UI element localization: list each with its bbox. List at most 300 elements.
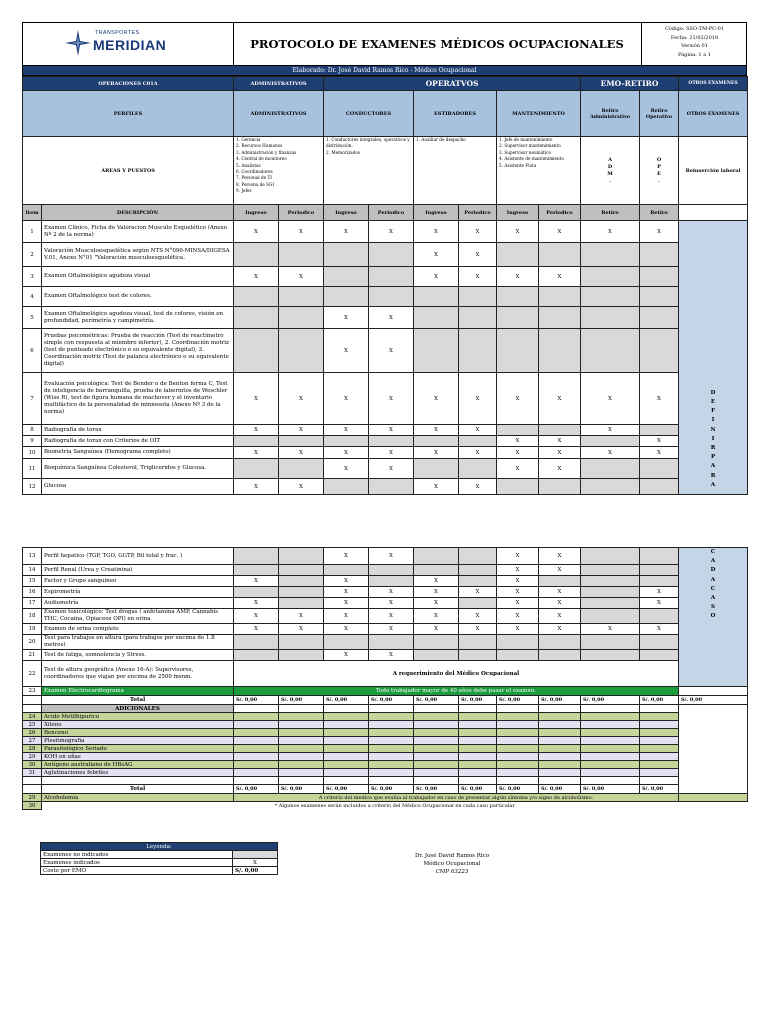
item-number: 5 [23, 307, 42, 329]
adicional-row [23, 761, 748, 769]
empty-cell [640, 777, 679, 785]
empty-cell [234, 459, 279, 479]
exam-description: Espirometría [42, 587, 234, 598]
empty-cell [640, 576, 679, 587]
mark-cell: X [324, 576, 369, 587]
item-number: 27 [23, 737, 42, 745]
legend-value: X [233, 859, 278, 867]
item-number: 1 [23, 221, 42, 243]
mark-cell: X [539, 459, 581, 479]
area-item: 4. Central de monitoreo [236, 156, 287, 162]
mark-cell: X [369, 373, 414, 425]
empty-cell [539, 713, 581, 721]
empty-cell [459, 565, 497, 576]
empty-cell [459, 548, 497, 565]
signature-cmp: CMP 63223 [435, 869, 469, 875]
band-administrativos: ADMINISTRATIVOS [234, 77, 324, 91]
empty-cell [640, 609, 679, 624]
exam-description: Evaluación psicológica: Test de Bender o de Benton forma C, Test de inteligencia de barranquilla, prueba de laberintos de Weschler (Wise R), test de figura humana de machover y el inventario multifáctico de la personalidad de minnesota (Anexo Nº 3 de la norma) [42, 373, 234, 425]
legend-value: S/. 0,00 [233, 867, 278, 875]
table-row [23, 587, 748, 598]
empty-cell [581, 609, 640, 624]
adicional-name: Benceno [42, 729, 234, 737]
empty-cell [279, 761, 324, 769]
item-number: 22 [23, 661, 42, 687]
band-operativos: OPERATVOS [324, 77, 581, 91]
empty-cell [459, 650, 497, 661]
exam-description: Examen Oftalmológico test de colores. [42, 287, 234, 307]
legend-row [41, 859, 278, 867]
meta-version: Versión 01 [681, 43, 708, 49]
empty-cell [497, 729, 539, 737]
mark-cell: X [539, 267, 581, 287]
total-value: S/. 0,00 [497, 785, 539, 794]
mark-cell: X [497, 576, 539, 587]
total-row [23, 785, 748, 794]
mark-cell: X [497, 447, 539, 459]
exam-description: Examen de orina completo [42, 624, 234, 635]
empty-cell [324, 777, 369, 785]
mark-cell: X [539, 436, 581, 447]
signature-name: Dr. José David Ramos Rico [414, 853, 490, 859]
mark-cell: X [459, 243, 497, 267]
empty-cell [324, 705, 369, 713]
mark-cell: X [459, 373, 497, 425]
empty-cell [324, 753, 369, 761]
mark-cell: X [539, 548, 581, 565]
exam-description: Examen Electrocardiograma [42, 687, 234, 696]
empty-cell [324, 737, 369, 745]
brand-small-text: TRANSPORTES [95, 30, 140, 36]
mark-cell: X [459, 425, 497, 436]
empty-cell [497, 737, 539, 745]
empty-cell [640, 721, 679, 729]
empty-cell [640, 565, 679, 576]
empty-cell [497, 329, 539, 373]
empty-cell [640, 761, 679, 769]
mark-cell: X [459, 267, 497, 287]
empty-cell [369, 761, 414, 769]
page-gap [22, 495, 747, 547]
mark-cell: X [459, 221, 497, 243]
empty-cell [369, 635, 414, 650]
empty-cell [369, 737, 414, 745]
empty-cell [369, 745, 414, 753]
item-number: 26 [23, 729, 42, 737]
total-label: Total [42, 696, 234, 705]
total-value: S/. 0,00 [279, 785, 324, 794]
mark-cell: X [414, 587, 459, 598]
empty-cell [539, 479, 581, 495]
exam-description: Glucosa [42, 479, 234, 495]
areas-administrativos [234, 137, 324, 205]
empty-cell [539, 650, 581, 661]
mark-cell: X [459, 609, 497, 624]
adicional-name: Xileno [42, 721, 234, 729]
areas-ope-vertical: O P E . [640, 137, 679, 205]
item-number: 6 [23, 329, 42, 373]
mark-cell: X [581, 425, 640, 436]
table-row [23, 565, 748, 576]
item-number: 29 [23, 753, 42, 761]
empty-cell [414, 287, 459, 307]
col-item: Item [23, 205, 42, 221]
exam-description: Radiografía de torax con Criterios de OIT [42, 436, 234, 447]
empty-cell [414, 459, 459, 479]
mark-cell: X [324, 447, 369, 459]
empty-cell [581, 598, 640, 609]
total-value: S/. 0,00 [640, 785, 679, 794]
mark-cell: X [234, 267, 279, 287]
exam-description: Factor y Grupo sanguineo [42, 576, 234, 587]
item-number: 13 [23, 548, 42, 565]
empty-cell [369, 753, 414, 761]
mark-cell: X [497, 221, 539, 243]
item-number: 16 [23, 587, 42, 598]
empty-cell [23, 705, 42, 713]
empty-cell [581, 576, 640, 587]
empty-cell [581, 479, 640, 495]
empty-cell [234, 329, 279, 373]
table-row [23, 624, 748, 635]
empty-cell [369, 769, 414, 777]
item-number: 2 [23, 243, 42, 267]
empty-cell [497, 307, 539, 329]
mark-cell: X [279, 373, 324, 425]
empty-cell [459, 737, 497, 745]
col-ingreso: Ingreso [324, 205, 369, 221]
empty-cell [414, 761, 459, 769]
mark-cell: X [640, 436, 679, 447]
area-item: 4. Asistente de mantenimiento [499, 156, 564, 162]
area-item: 2. Supervisor mantenimiento [499, 143, 561, 149]
empty-cell [581, 721, 640, 729]
exam-description: Test de altura geográfica (Anexo 16-A): Supervisores, coordinadores que viajan por encima de 2500 msnm. [42, 661, 234, 687]
empty-cell [414, 713, 459, 721]
mark-cell: X [234, 598, 279, 609]
legend-table [40, 842, 278, 875]
empty-cell [279, 565, 324, 576]
empty-cell [234, 243, 279, 267]
empty-cell [324, 479, 369, 495]
empty-cell [459, 713, 497, 721]
item-number: 10 [23, 447, 42, 459]
empty-cell [459, 635, 497, 650]
empty-cell [640, 635, 679, 650]
empty-cell [414, 721, 459, 729]
empty-cell [279, 721, 324, 729]
legend-value [233, 851, 278, 859]
empty-cell [581, 307, 640, 329]
meta-code: Código: SSO-TM-PC-01 [664, 26, 725, 32]
empty-cell [459, 777, 497, 785]
adicional-row [23, 721, 748, 729]
requirement-note: A requerimiento del Médico Ocupacional [234, 661, 679, 687]
empty-cell [581, 329, 640, 373]
empty-cell [640, 769, 679, 777]
empty-cell [640, 737, 679, 745]
alcohol-note: A criterio del medico que evalúa al trabajador en caso de presentar algún síntoma y/o signo de alcoholismo. [234, 794, 679, 802]
item-number: 30 [23, 802, 42, 810]
mark-cell: X [497, 587, 539, 598]
empty-cell [497, 761, 539, 769]
empty-cell [539, 721, 581, 729]
empty-cell [539, 307, 581, 329]
item-number: 9 [23, 436, 42, 447]
exam-description: Bioquímica Sanguínea Colesterol, Trigliceridos y Glucosa. [42, 459, 234, 479]
mark-cell: X [497, 609, 539, 624]
empty-cell [324, 713, 369, 721]
area-item: 1. Gerencia [236, 137, 261, 142]
empty-cell [459, 769, 497, 777]
empty-cell [640, 705, 679, 713]
empty-cell [581, 635, 640, 650]
mark-cell: X [640, 624, 679, 635]
mark-cell: X [414, 598, 459, 609]
empty-cell [640, 479, 679, 495]
empty-cell [581, 243, 640, 267]
empty-cell [581, 729, 640, 737]
empty-cell [279, 243, 324, 267]
empty-cell [640, 650, 679, 661]
empty-cell [459, 721, 497, 729]
exam-table-continued [22, 547, 748, 810]
col-retiro: Retiro [581, 205, 640, 221]
empty-cell [324, 565, 369, 576]
empty-cell [279, 745, 324, 753]
total-value: S/. 0,00 [539, 785, 581, 794]
area-item: 5. Analistas [236, 162, 261, 168]
area-item: 3. Supervisor neumático [499, 149, 552, 155]
total-value: S/. 0,00 [324, 785, 369, 794]
empty-cell [581, 761, 640, 769]
empty-cell [581, 650, 640, 661]
empty-cell [459, 598, 497, 609]
empty-cell [234, 713, 279, 721]
col-periodico: Periodico [369, 205, 414, 221]
item-number: 30 [23, 761, 42, 769]
mark-cell: X [414, 425, 459, 436]
empty-cell [497, 721, 539, 729]
footnote: * Algunos examenes serán incluidos a criterio del Médico Ocupacional en cada caso particular [274, 802, 515, 809]
item-number: 3 [23, 267, 42, 287]
mark-cell: X [539, 565, 581, 576]
total-value: S/. 0,00 [679, 696, 748, 705]
total-value: S/. 0,00 [369, 785, 414, 794]
empty-cell [459, 705, 497, 713]
empty-cell [279, 769, 324, 777]
mark-cell: X [497, 373, 539, 425]
empty-cell [539, 705, 581, 713]
empty-cell [279, 737, 324, 745]
mark-cell: X [640, 221, 679, 243]
mark-cell: X [234, 221, 279, 243]
total-value: S/. 0,00 [324, 696, 369, 705]
adicional-row [23, 713, 748, 721]
mark-cell: X [279, 267, 324, 287]
total-value: S/. 0,00 [234, 785, 279, 794]
total-label: Total [42, 785, 234, 794]
empty-cell [640, 745, 679, 753]
empty-cell [459, 761, 497, 769]
table-row [23, 479, 748, 495]
empty-cell [234, 650, 279, 661]
mark-cell: X [414, 373, 459, 425]
empty-cell [369, 576, 414, 587]
total-value: S/. 0,00 [581, 696, 640, 705]
empty-cell [640, 548, 679, 565]
meta-date: Fecha: 21/02/2018 [670, 34, 719, 41]
total-value: S/. 0,00 [279, 696, 324, 705]
mark-cell: X [324, 650, 369, 661]
areas-reinsercion: Reinserción laboral [679, 137, 748, 205]
mark-cell: X [369, 307, 414, 329]
adicional-row [23, 729, 748, 737]
empty-cell [640, 307, 679, 329]
empty-cell [234, 307, 279, 329]
area-item: 1. Conductores integrales, operativos y distribución. [326, 137, 410, 149]
mark-cell: X [324, 221, 369, 243]
company-logo [23, 23, 234, 65]
empty-cell [324, 721, 369, 729]
mark-cell: X [369, 425, 414, 436]
empty-cell [414, 777, 459, 785]
mark-cell: X [414, 243, 459, 267]
exam-description: Examen Oftalmológico agudeza visual, test de colores, visión en profundidad, perimetría y campimetría. [42, 307, 234, 329]
spacer-row [23, 777, 748, 785]
adicional-name: Antígeno australiano de HBsAG [42, 761, 234, 769]
exam-table [22, 76, 748, 495]
perfil-retiro-operativo: Retiro Operativo [640, 91, 679, 137]
table-row [23, 635, 748, 650]
empty-cell [414, 307, 459, 329]
empty-cell [497, 745, 539, 753]
empty-cell [459, 576, 497, 587]
mark-cell: X [414, 221, 459, 243]
empty-cell [497, 479, 539, 495]
empty-cell [414, 705, 459, 713]
areas-adm-vertical: A D M . [581, 137, 640, 205]
empty-cell [539, 745, 581, 753]
mark-cell: X [279, 479, 324, 495]
areas-estibadores [414, 137, 497, 205]
item-number: 4 [23, 287, 42, 307]
empty-cell [497, 705, 539, 713]
adicional-row [23, 737, 748, 745]
empty-cell [369, 267, 414, 287]
empty-cell [279, 436, 324, 447]
mark-cell: X [324, 598, 369, 609]
signature-block [402, 852, 502, 876]
empty-cell [369, 713, 414, 721]
table-row [23, 598, 748, 609]
empty-cell [234, 587, 279, 598]
exam-description: Perfil hepatico (TGP, TGO, GGTP, Bil total y frac. ) [42, 548, 234, 565]
mark-cell: X [279, 624, 324, 635]
col-periodico: Periodico [279, 205, 324, 221]
empty-cell [581, 745, 640, 753]
mark-cell: X [369, 650, 414, 661]
empty-cell [640, 329, 679, 373]
perfil-estibadores: ESTIBADORES [414, 91, 497, 137]
area-item: 2. Memorizados [326, 149, 360, 155]
mark-cell: X [459, 587, 497, 598]
empty-cell [581, 267, 640, 287]
adicional-name: Aglutinaciones febriles [42, 769, 234, 777]
empty-cell [581, 777, 640, 785]
empty-cell [581, 753, 640, 761]
empty-cell [414, 769, 459, 777]
exam-rows-bottom [23, 548, 748, 810]
empty-cell [640, 713, 679, 721]
ekg-note: Todo trabajador mayor de 40 años debe pasar el examen. [234, 687, 679, 696]
mark-cell: X [234, 373, 279, 425]
area-item: 9. Jefes [236, 188, 252, 194]
empty-cell [539, 243, 581, 267]
empty-cell [539, 769, 581, 777]
exam-description: Test de fatiga, somnolencia y Stress. [42, 650, 234, 661]
mark-cell: X [497, 459, 539, 479]
mark-cell: X [369, 587, 414, 598]
mark-cell: X [324, 307, 369, 329]
empty-cell [324, 745, 369, 753]
empty-cell [23, 696, 42, 705]
empty-cell [459, 287, 497, 307]
empty-cell [324, 436, 369, 447]
empty-cell [279, 459, 324, 479]
band-emo-retiro: EMO-RETIRO [581, 77, 679, 91]
mark-cell: X [414, 576, 459, 587]
area-item: 1. Auxiliar de despacho [416, 137, 466, 142]
document-meta [641, 23, 747, 67]
exam-rows-top [23, 221, 748, 495]
empty-cell [581, 769, 640, 777]
total-value: S/. 0,00 [369, 696, 414, 705]
mark-cell: X [581, 221, 640, 243]
table-row [23, 661, 748, 687]
legend-title: Leyenda: [41, 843, 278, 851]
empty-cell [324, 287, 369, 307]
empty-cell [414, 753, 459, 761]
mark-cell: X [234, 624, 279, 635]
empty-cell [539, 287, 581, 307]
total-value: S/. 0,00 [414, 696, 459, 705]
empty-cell [497, 713, 539, 721]
empty-cell [497, 425, 539, 436]
areas-conductores [324, 137, 414, 205]
exam-description: Perfil Renal (Urea y Creatinina) [42, 565, 234, 576]
legend-key: Examenes no indicados [41, 851, 233, 859]
adicional-name: Acido Metilhipurico [42, 713, 234, 721]
empty-cell [497, 287, 539, 307]
mark-cell: X [539, 587, 581, 598]
item-number: 21 [23, 650, 42, 661]
meta-page: Página: 1 a 1 [678, 51, 711, 58]
empty-cell [279, 729, 324, 737]
perfil-conductores: CONDUCTORES [324, 91, 414, 137]
table-row [23, 650, 748, 661]
item-number: 29 [23, 794, 42, 802]
empty-cell [581, 459, 640, 479]
empty-cell [539, 753, 581, 761]
empty-cell [279, 635, 324, 650]
empty-cell [581, 565, 640, 576]
total-value: S/. 0,00 [459, 785, 497, 794]
empty-cell [581, 436, 640, 447]
item-number: 31 [23, 769, 42, 777]
item-number: 12 [23, 479, 42, 495]
legend-row [41, 851, 278, 859]
